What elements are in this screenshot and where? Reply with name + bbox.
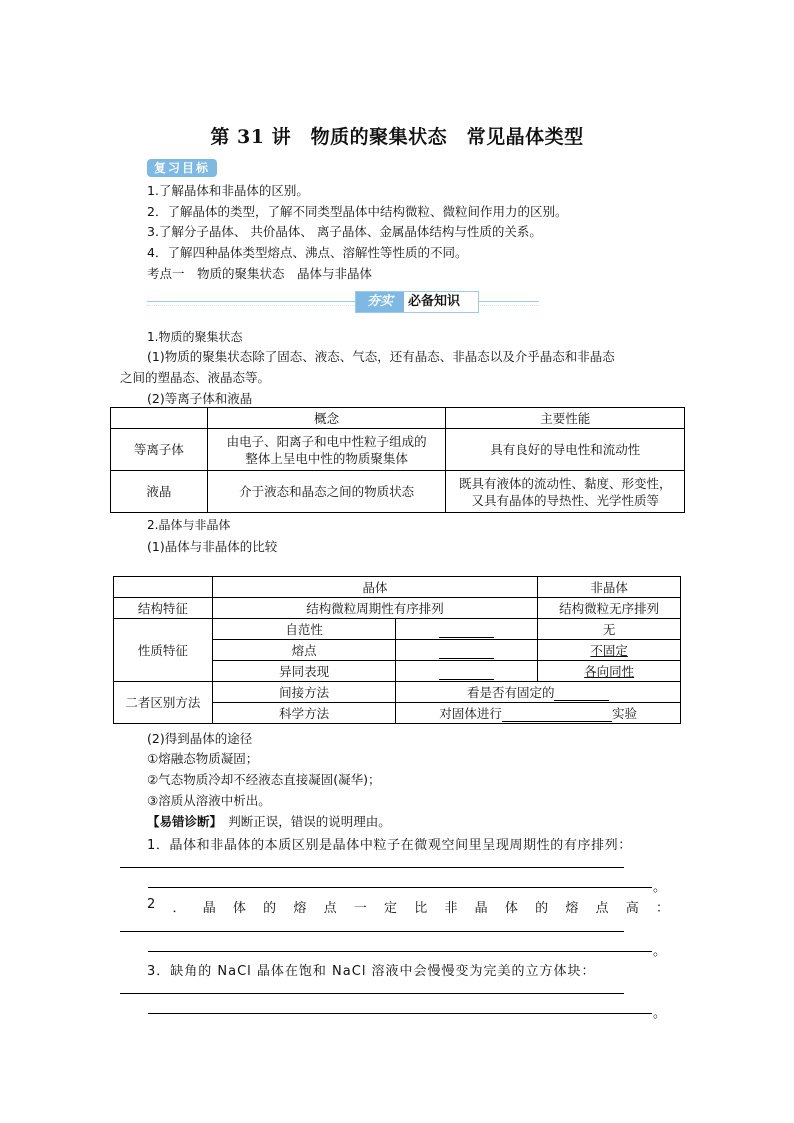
table-header-cell: 主要性能 bbox=[446, 408, 685, 429]
table-cell bbox=[114, 577, 213, 598]
blank-cell bbox=[396, 661, 538, 682]
table-header-cell: 晶体 bbox=[212, 577, 537, 598]
table-row bbox=[111, 471, 685, 513]
question-3: 3．缺角的 NaCl 晶体在饱和 NaCl 溶液中会慢慢变为完美的立方体块： bbox=[147, 964, 596, 979]
question-2-char: 一 bbox=[353, 901, 367, 916]
answer-line[interactable] bbox=[120, 931, 624, 932]
question-2-char: 的 bbox=[535, 901, 549, 916]
question-2-char: 非 bbox=[444, 901, 458, 916]
question-2-char: ： bbox=[655, 901, 669, 916]
question-2 bbox=[147, 897, 669, 916]
table-cell: 具有良好的导电性和流动性 bbox=[446, 429, 685, 471]
table-row bbox=[111, 429, 685, 471]
cell-line: 由电子、阳离子和电中性粒子组成的 bbox=[226, 433, 427, 449]
banner-left: 夯实 bbox=[356, 292, 404, 312]
fill-blank[interactable] bbox=[554, 686, 609, 701]
question-2-char: 体 bbox=[504, 901, 518, 916]
objective-2: 2．了解晶体的类型，了解不同类型晶体中结构微粒、微粒间作用力的区别。 bbox=[147, 204, 568, 219]
question-2-char: 点 bbox=[323, 901, 337, 916]
question-2-char: 的 bbox=[263, 901, 277, 916]
question-2-char: ． bbox=[172, 901, 186, 916]
method1-text: 看是否有固定的 bbox=[466, 684, 555, 700]
table-cell: 各向同性 bbox=[538, 661, 681, 682]
period: 。 bbox=[653, 880, 667, 895]
fill-blank[interactable] bbox=[439, 665, 494, 680]
question-2-char: 晶 bbox=[202, 901, 216, 916]
question-2-char: 高 bbox=[625, 901, 639, 916]
objective-4: 4．了解四种晶体类型熔点、沸点、溶解性等性质的不同。 bbox=[147, 245, 468, 260]
cell-line: 既具有液体的流动性、黏度、形变性， bbox=[458, 475, 672, 491]
table-cell: 熔点 bbox=[212, 640, 396, 661]
cell-line: 整体上呈电中性的物质聚集体 bbox=[245, 450, 408, 466]
table-cell: 结构特征 bbox=[114, 598, 213, 619]
diagnosis-line bbox=[147, 812, 391, 830]
crystal-comparison-table bbox=[113, 576, 681, 724]
fill-blank[interactable] bbox=[502, 707, 612, 722]
table-cell: 液晶 bbox=[111, 471, 208, 513]
table-cell: 异同表现 bbox=[212, 661, 396, 682]
table-row bbox=[114, 598, 681, 619]
objective-3: 3.了解分子晶体、 共价晶体、 离子晶体、金属晶体结构与性质的关系。 bbox=[147, 224, 542, 239]
section-divider-dots bbox=[147, 305, 539, 306]
question-2-char: 比 bbox=[414, 901, 428, 916]
question-2-char: 熔 bbox=[293, 901, 307, 916]
table-cell: 等离子体 bbox=[111, 429, 208, 471]
section1-sub2: (2)等离子体和液晶 bbox=[147, 391, 253, 406]
table-cell: 二者区别方法 bbox=[114, 682, 213, 724]
question-2-char: 定 bbox=[384, 901, 398, 916]
question-1: 1．晶体和非晶体的本质区别是晶体中粒子在微观空间里呈现周期性的有序排列： bbox=[147, 838, 632, 853]
section2-sub1: (1)晶体与非晶体的比较 bbox=[147, 539, 278, 554]
section3-sub2: (2)得到晶体的途径 bbox=[147, 731, 253, 746]
period: 。 bbox=[653, 1006, 667, 1021]
table-header-cell: 概念 bbox=[207, 408, 446, 429]
question-2-char: 点 bbox=[595, 901, 609, 916]
blank-cell bbox=[396, 640, 538, 661]
method-item-2: ②气态物质冷却不经液态直接凝固(凝华)； bbox=[147, 772, 381, 787]
table-cell bbox=[396, 682, 681, 703]
question-2-char: 熔 bbox=[565, 901, 579, 916]
table-cell bbox=[207, 429, 446, 471]
answer-line[interactable] bbox=[120, 867, 624, 868]
table-cell: 间接方法 bbox=[212, 682, 396, 703]
section2-heading: 2.晶体与非晶体 bbox=[147, 518, 231, 532]
table-cell: 无 bbox=[538, 619, 681, 640]
table-cell: 自范性 bbox=[212, 619, 396, 640]
table-row bbox=[114, 619, 681, 640]
banner-right: 必备知识 bbox=[408, 294, 461, 309]
method2-pre: 对固体进行 bbox=[439, 705, 502, 721]
period: 。 bbox=[653, 944, 667, 959]
section-divider bbox=[147, 301, 539, 302]
review-goals-badge: 复习目标 bbox=[147, 159, 217, 177]
table-cell: 不固定 bbox=[538, 640, 681, 661]
table-row bbox=[111, 408, 685, 429]
cell-line: 又具有晶体的导热性、光学性质等 bbox=[471, 492, 659, 508]
blank-cell bbox=[396, 619, 538, 640]
method2-post: 实验 bbox=[611, 705, 637, 721]
section1-para-line1: (1)物质的聚集状态除了固态、液态、气态，还有晶态、非晶态以及介乎晶态和非晶态 bbox=[147, 349, 615, 364]
table-cell bbox=[396, 703, 681, 724]
table-cell: 性质特征 bbox=[114, 619, 213, 682]
table-header-cell bbox=[111, 408, 208, 429]
method-item-3: ③溶质从溶液中析出。 bbox=[147, 793, 271, 808]
fill-blank[interactable] bbox=[439, 623, 494, 638]
diagnosis-text: 判断正误，错误的说明理由。 bbox=[215, 814, 391, 829]
answer-line[interactable] bbox=[148, 951, 652, 952]
kaodian-heading: 考点一 物质的聚集状态 晶体与非晶体 bbox=[147, 266, 373, 281]
answer-line[interactable] bbox=[148, 1013, 652, 1014]
question-2-char: 体 bbox=[232, 901, 246, 916]
table-row bbox=[114, 577, 681, 598]
table-cell: 结构微粒无序排列 bbox=[538, 598, 681, 619]
table-cell: 结构微粒周期性有序排列 bbox=[212, 598, 537, 619]
section1-heading: 1.物质的聚集状态 bbox=[147, 330, 243, 344]
question-2-char: 晶 bbox=[474, 901, 488, 916]
table-cell: 科学方法 bbox=[212, 703, 396, 724]
fill-blank[interactable] bbox=[439, 644, 494, 659]
knowledge-banner bbox=[355, 291, 479, 313]
table-cell bbox=[446, 471, 685, 513]
section1-para-line2: 之间的塑晶态、液晶态等。 bbox=[120, 370, 271, 385]
objective-1: 1.了解晶体和非晶体的区别。 bbox=[147, 183, 309, 198]
method-item-1: ①熔融态物质凝固； bbox=[147, 751, 259, 766]
question-2-char: 2 bbox=[147, 897, 156, 912]
answer-line[interactable] bbox=[148, 887, 652, 888]
table-cell: 介于液态和晶态之间的物质状态 bbox=[207, 471, 446, 513]
page-title: 第 31 讲 物质的聚集状态 常见晶体类型 bbox=[210, 126, 584, 148]
answer-line[interactable] bbox=[120, 993, 624, 994]
plasma-liquid-crystal-table bbox=[110, 407, 685, 513]
diagnosis-tag: 【易错诊断】 bbox=[147, 814, 216, 829]
table-row bbox=[114, 682, 681, 703]
table-header-cell: 非晶体 bbox=[538, 577, 681, 598]
